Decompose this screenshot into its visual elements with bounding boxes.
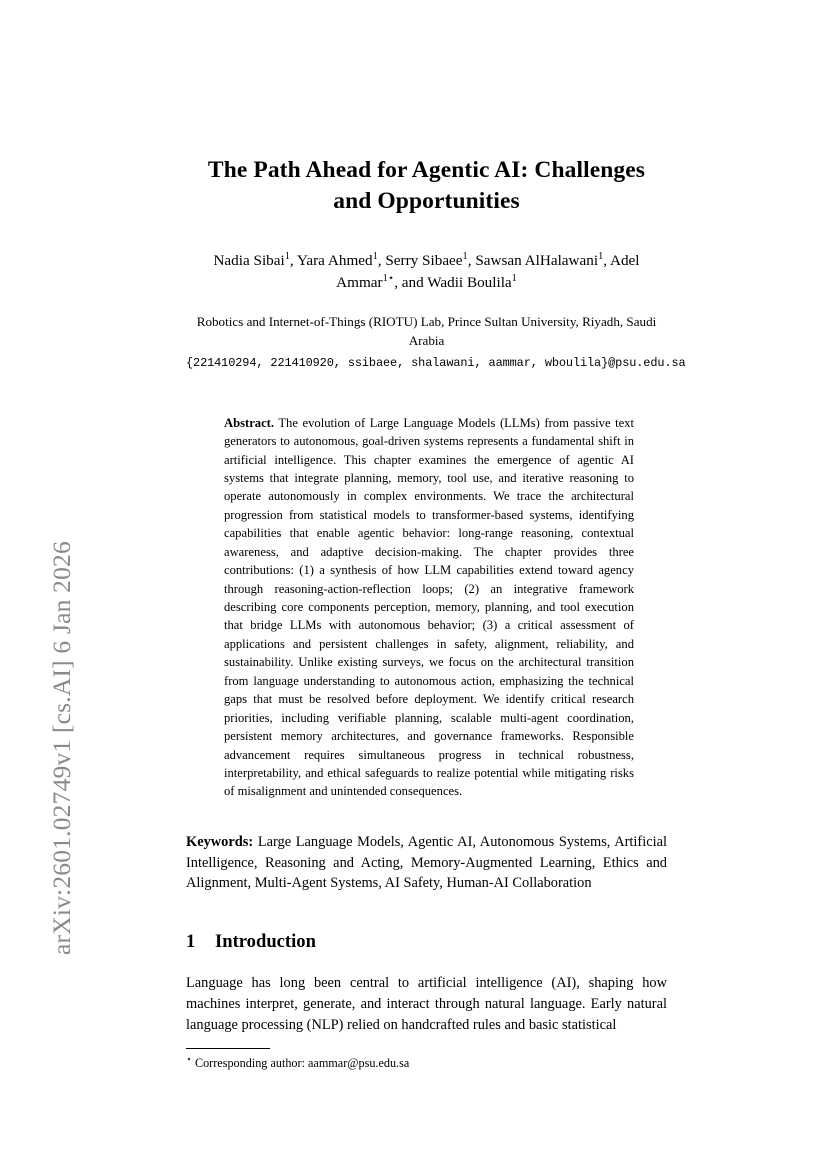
- keywords-label: Keywords:: [186, 833, 254, 850]
- section-title: Introduction: [215, 931, 316, 953]
- keywords-body: Large Language Models, Agentic AI, Autonomous Systems, Artificial Intelligence, Reasoning and Acting, Memory-Augmented Learning, Ethics and Alignment, Multi-Agent Systems, AI Safety, Human-AI Collaboration: [186, 833, 667, 892]
- introduction-paragraph: Language has long been central to artificial intelligence (AI), shaping how machines interpret, generate, and interact through natural language. Early natural language processing (NLP) relied on handcrafted rules and basic statistical: [186, 975, 667, 1034]
- abstract-section: [224, 414, 634, 801]
- footnote-rule: [186, 1048, 270, 1049]
- arxiv-stamp: [0, 0, 96, 1170]
- keywords-section: [186, 832, 667, 894]
- footnote-text: [186, 1055, 667, 1072]
- page-title: The Path Ahead for Agentic AI: Challenges and Opportunities: [207, 157, 646, 215]
- author-affiliation-marker: 1: [284, 250, 290, 262]
- contact-email-line: {221410294, 221410920, ssibaee, shalawani, aammar, wboulila}@psu.edu.sa: [186, 355, 686, 370]
- author-list: Nadia Sibai$^1$, Yara Ahmed$^1$, Serry Sibaee$^1$, Sawsan AlHalawani$^1$, Adel Ammar$^{1⋆}$, and Wadii Boulila$^1$: [213, 250, 640, 291]
- author-affiliation-marker: 1: [598, 250, 604, 262]
- author-affiliation-marker: 1⋆: [382, 272, 395, 284]
- author-name: Nadia Sibai: [213, 252, 285, 270]
- author-name: Adel Ammar: [336, 252, 640, 291]
- author-name: Wadii Boulila: [427, 273, 512, 291]
- section-number: 1: [186, 931, 196, 953]
- paper-content-column: [186, 0, 686, 1072]
- arxiv-stamp-text: arXiv:2601.02749v1 [cs.AI] 6 Jan 2026: [47, 541, 76, 955]
- author-name: Yara Ahmed: [296, 252, 373, 270]
- footnote-marker: ⋆: [186, 1054, 192, 1065]
- section-heading-introduction: [186, 931, 667, 953]
- footnote-area: [186, 1048, 667, 1072]
- author-affiliation-marker: 1: [511, 272, 517, 284]
- author-affiliation-marker: 1: [372, 250, 378, 262]
- abstract-body: The evolution of Large Language Models (LLMs) from passive text generators to autonomous, goal-driven systems represents a fundamental shift in artificial intelligence. This chapter examines the emergence of agentic AI systems that integrate planning, memory, tool use, and iterative reasoning to operate autonomously in complex environments. We trace the architectural progression from statistical models to transformer-based systems, identifying capabilities that enable agentic behavior: long-range reasoning, contextual awareness, and adaptive decision-making. The chapter provides three contributions: (1) a synthesis of how LLM capabilities extend toward agency through reasoning-action-reflection loops; (2) an integrative framework describing core components perception, memory, planning, and tool execution that bridge LLMs with autonomous behavior; (3) a critical assessment of applications and persistent challenges in safety, alignment, reliability, and sustainability. Unlike existing surveys, we focus on the architectural transition from language understanding to autonomous action, emphasizing the technical gaps that must be resolved before deployment. We identify critical research priorities, including verifiable planning, scalable multi-agent coordination, persistent memory architectures, and governance frameworks. Responsible advancement requires simultaneous progress in technical robustness, interpretability, and ethical safeguards to realize potential while mitigating risks of misalignment and unintended consequences.: [224, 415, 634, 799]
- author-name: Sawsan AlHalawani: [475, 252, 599, 270]
- author-name: Serry Sibaee: [385, 252, 463, 270]
- abstract-label: Abstract.: [224, 415, 275, 430]
- footnote-body: Corresponding author: aammar@psu.edu.sa: [194, 1055, 410, 1070]
- affiliation-text: Robotics and Internet-of-Things (RIOTU) Lab, Prince Sultan University, Riyadh, Saudi Arabia: [196, 314, 657, 348]
- author-affiliation-marker: 1: [462, 250, 468, 262]
